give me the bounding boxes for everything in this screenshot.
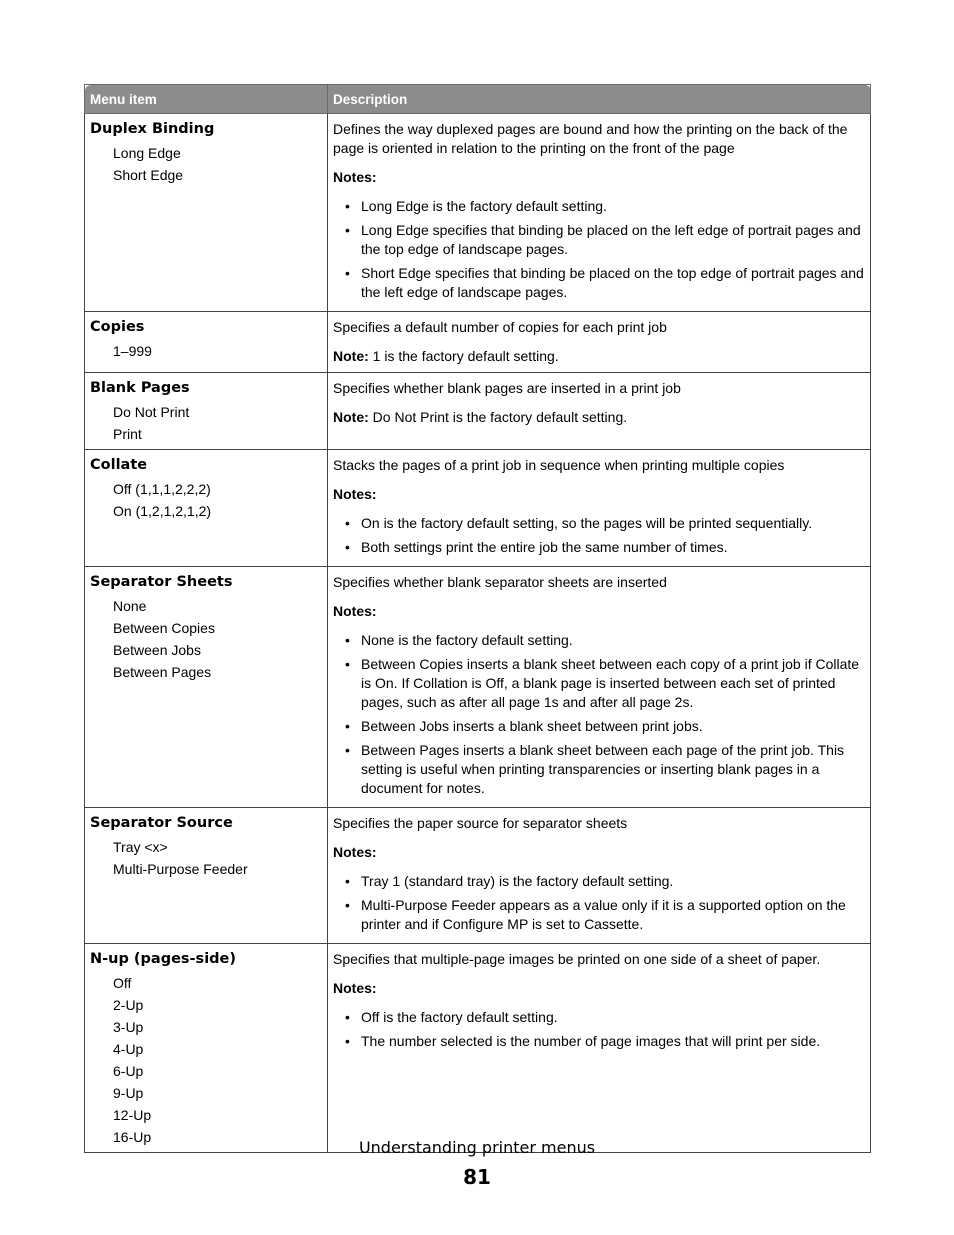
menu-item-name: Separator Source [90,815,233,831]
menu-item-option: Tray <x> [113,839,168,855]
notes-list [333,872,866,934]
note-text: The number selected is the number of page images that will print per side. [361,1033,821,1049]
bullet-icon: • [345,222,350,238]
bullet-icon: • [345,539,350,555]
note-item [333,872,866,891]
header-menu-item: Menu item [85,85,328,114]
note-text: Short Edge specifies that binding be placed on the top edge of portrait pages and the left edge of landscape pages. [361,265,864,300]
description-cell [328,567,871,808]
menu-item-option: Off (1,1,1,2,2,2) [113,481,211,497]
menu-item-option: 1–999 [113,343,152,359]
menu-item-option: Off [113,975,132,991]
menu-item-option: On (1,2,1,2,1,2) [113,503,212,519]
bullet-icon: • [345,742,350,758]
note-line [333,347,866,366]
notes-label: Notes: [333,844,377,860]
note-text: 1 is the factory default setting. [368,348,559,364]
note-text: Off is the factory default setting. [361,1009,558,1025]
menu-item-name: Copies [90,319,145,335]
description-cell [328,373,871,450]
menu-item-cell [85,114,328,312]
menu-item-option: None [113,598,147,614]
menu-item-option: Between Pages [113,664,212,680]
table-row [85,312,871,373]
bullet-icon: • [345,1009,350,1025]
menu-item-option: Between Copies [113,620,215,636]
description-text: Specifies whether blank pages are inserted in a print job [333,380,681,396]
menu-item-option: 2-Up [113,997,144,1013]
table-body [85,114,871,1153]
menu-item-cell [85,450,328,567]
description-text: Specifies a default number of copies for each print job [333,319,667,335]
table-row [85,114,871,312]
note-item [333,655,866,712]
description-cell [328,450,871,567]
note-text: On is the factory default setting, so the pages will be printed sequentially. [361,515,813,531]
menu-item-cell [85,944,328,1153]
bullet-icon: • [345,873,350,889]
menu-item-cell [85,373,328,450]
description-cell [328,114,871,312]
bullet-icon: • [345,632,350,648]
table-row [85,373,871,450]
menu-item-cell [85,567,328,808]
menu-item-option: Multi-Purpose Feeder [113,861,248,877]
notes-label: Notes: [333,980,377,996]
notes-label: Notes: [333,603,377,619]
note-text: Long Edge is the factory default setting. [361,198,607,214]
note-item [333,1032,866,1051]
note-item [333,896,866,934]
note-text: Between Jobs inserts a blank sheet between print jobs. [361,718,703,734]
notes-list [333,1008,866,1051]
notes-list [333,197,866,302]
bullet-icon: • [345,198,350,214]
bullet-icon: • [345,656,350,672]
note-text: Tray 1 (standard tray) is the factory default setting. [361,873,674,889]
menu-item-cell [85,808,328,944]
menu-item-name: Blank Pages [90,380,190,396]
notes-list [333,514,866,557]
menu-item-option: Short Edge [113,167,184,183]
description-cell [328,944,871,1153]
menu-item-option: 9-Up [113,1085,144,1101]
menu-item-option: 4-Up [113,1041,144,1057]
menu-item-option: Print [113,426,142,442]
printer-menu-table [84,84,871,1153]
table-row [85,567,871,808]
notes-label: Notes: [333,169,377,185]
menu-item-cell [85,312,328,373]
note-item [333,514,866,533]
table-header-row [85,85,871,114]
note-item [333,221,866,259]
notes-label: Notes: [333,486,377,502]
bullet-icon: • [345,897,350,913]
menu-item-option: Between Jobs [113,642,201,658]
note-text: Both settings print the entire job the same number of times. [361,539,728,555]
description-text: Defines the way duplexed pages are bound and how the printing on the back of the page is oriented in relation to the printing on the front of the page [333,121,848,156]
description-text: Specifies that multiple-page images be printed on one side of a sheet of paper. [333,951,821,967]
note-text: Between Copies inserts a blank sheet between each copy of a print job if Collate is On. If Collation is Off, a blank page is inserted between each set of printed pages, such as after all page 1s and after all page 2s. [361,656,860,710]
table-row [85,450,871,567]
menu-item-option: 16-Up [113,1129,152,1145]
note-text: Between Pages inserts a blank sheet between each page of the print job. This setting is useful when printing transparencies or inserting blank pages in a document for notes. [361,742,845,796]
menu-item-name: Collate [90,457,148,473]
note-item [333,631,866,650]
menu-item-option: 6-Up [113,1063,144,1079]
note-item [333,197,866,216]
menu-item-name: Duplex Binding [90,121,215,137]
note-item [333,538,866,557]
menu-item-name: N-up (pages-side) [90,951,236,967]
note-item [333,717,866,736]
note-text: Do Not Print is the factory default setting. [368,409,628,425]
table-row [85,808,871,944]
bullet-icon: • [345,1033,350,1049]
note-line [333,408,866,427]
menu-item-option: 3-Up [113,1019,144,1035]
description-text: Specifies whether blank separator sheets are inserted [333,574,667,590]
bullet-icon: • [345,718,350,734]
menu-item-option: Long Edge [113,145,181,161]
note-text: Long Edge specifies that binding be placed on the left edge of portrait pages and the top edge of landscape pages. [361,222,861,257]
page-number: 81 [463,1165,491,1189]
note-label: Note: [333,409,369,425]
menu-item-option: Do Not Print [113,404,190,420]
description-cell [328,312,871,373]
note-text: Multi-Purpose Feeder appears as a value only if it is a supported option on the printer and if Configure MP is set to Cassette. [361,897,846,932]
description-text: Stacks the pages of a print job in sequence when printing multiple copies [333,457,785,473]
notes-list [333,631,866,798]
note-item [333,741,866,798]
bullet-icon: • [345,265,350,281]
description-text: Specifies the paper source for separator sheets [333,815,628,831]
bullet-icon: • [345,515,350,531]
menu-item-name: Separator Sheets [90,574,233,590]
menu-item-option: 12-Up [113,1107,152,1123]
description-cell [328,808,871,944]
table-row [85,944,871,1153]
note-item [333,1008,866,1027]
footer-section-title: Understanding printer menus [358,1138,596,1157]
header-description: Description [328,85,871,114]
note-text: None is the factory default setting. [361,632,573,648]
note-item [333,264,866,302]
note-label: Note: [333,348,369,364]
